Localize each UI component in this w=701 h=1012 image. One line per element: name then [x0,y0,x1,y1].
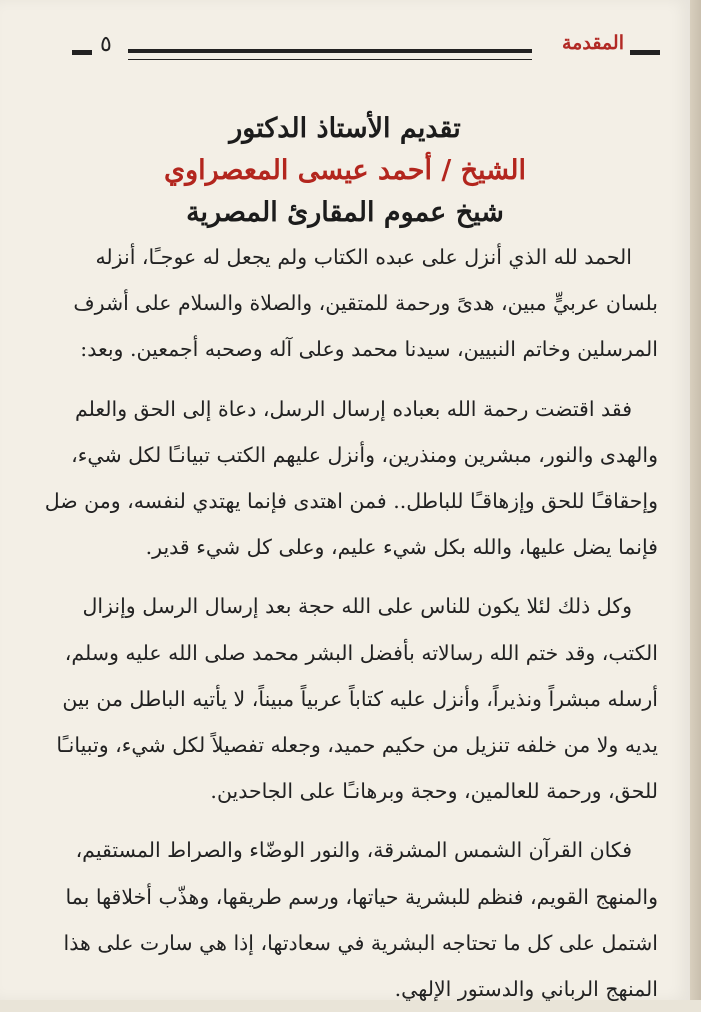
author-name: الشيخ / أحمد عيسى المعصراوي [163,155,527,186]
page-edge [690,0,701,1000]
text-line: والمنهج القويم، فنظم للبشرية حياتها، ورسم طريقها، وهذّب أخلاقها بما [65,884,658,909]
text-line: وإحقاقـًا للحق وإزهاقـًا للباطل.. فمن اهتدى فإنما يهتدي لنفسه، ومن ضل [44,489,658,514]
text-line: أرسله مبشراً ونذيراً، وأنزل عليه كتاباً عربياً مبيناً، لا يأتيه الباطل من بين [62,686,658,711]
text-line: والهدى والنور، مبشرين ومنذرين، وأنزل عليهم الكتب تبيانـًا لكل شيء، [71,442,658,467]
text-line: للحق، ورحمة للعالمين، وحجة وبرهانـًا على الجاحدين. [210,779,658,804]
text-line: الكتب، وقد ختم الله رسالاته بأفضل البشر محمد صلى الله عليه وسلم، [64,640,658,665]
text-line: يديه ولا من خلفه تنزيل من حكيم حميد، وجعله تفصيلاً لكل شيء، وتبيانـًا [56,733,658,758]
text-line: الحمد لله الذي أنزل على عبده الكتاب ولم يجعل له عوجـًا، أنزله [95,245,632,269]
paragraph [40,234,658,373]
text-line: بلسان عربيٍّ مبين، هدىً ورحمة للمتقين، والصلاة والسلام على أشرف [73,291,658,316]
text-line: اشتمل على كل ما تحتاجه البشرية في سعادتها، إذا هي سارت على هذا [63,930,658,955]
running-header [76,32,660,66]
header-ornament-dash [72,50,92,55]
paragraph [40,386,658,571]
section-title: المقدمة [561,32,624,54]
foreword-body [40,234,658,1012]
page-number: ٥ [100,32,112,57]
title-line-1: تقديم الأستاذ الدكتور [229,113,461,144]
text-line: فكان القرآن الشمس المشرقة، والنور الوضّاء والصراط المستقيم، [75,838,632,863]
text-line: المرسلين وخاتم النبيين، سيدنا محمد وعلى آله وصحبه أجمعين. وبعد: [80,337,658,362]
text-line: وكل ذلك لئلا يكون للناس على الله حجة بعد إرسال الرسل وإنزال [82,594,632,619]
text-line: فإنما يضل عليها، والله بكل شيء عليم، وعلى كل شيء قدير. [145,535,658,560]
paragraph [40,827,658,1012]
header-rule [128,49,532,60]
author-position: شيخ عموم المقارئ المصرية [186,197,504,228]
paragraph [40,583,658,814]
text-line: المنهج الرباني والدستور الإلهي. [394,977,658,1002]
text-line: فقد اقتضت رحمة الله بعباده إرسال الرسل، دعاة إلى الحق والعلم [74,396,632,421]
foreword-title [0,108,690,234]
header-ornament-dash [630,50,660,55]
